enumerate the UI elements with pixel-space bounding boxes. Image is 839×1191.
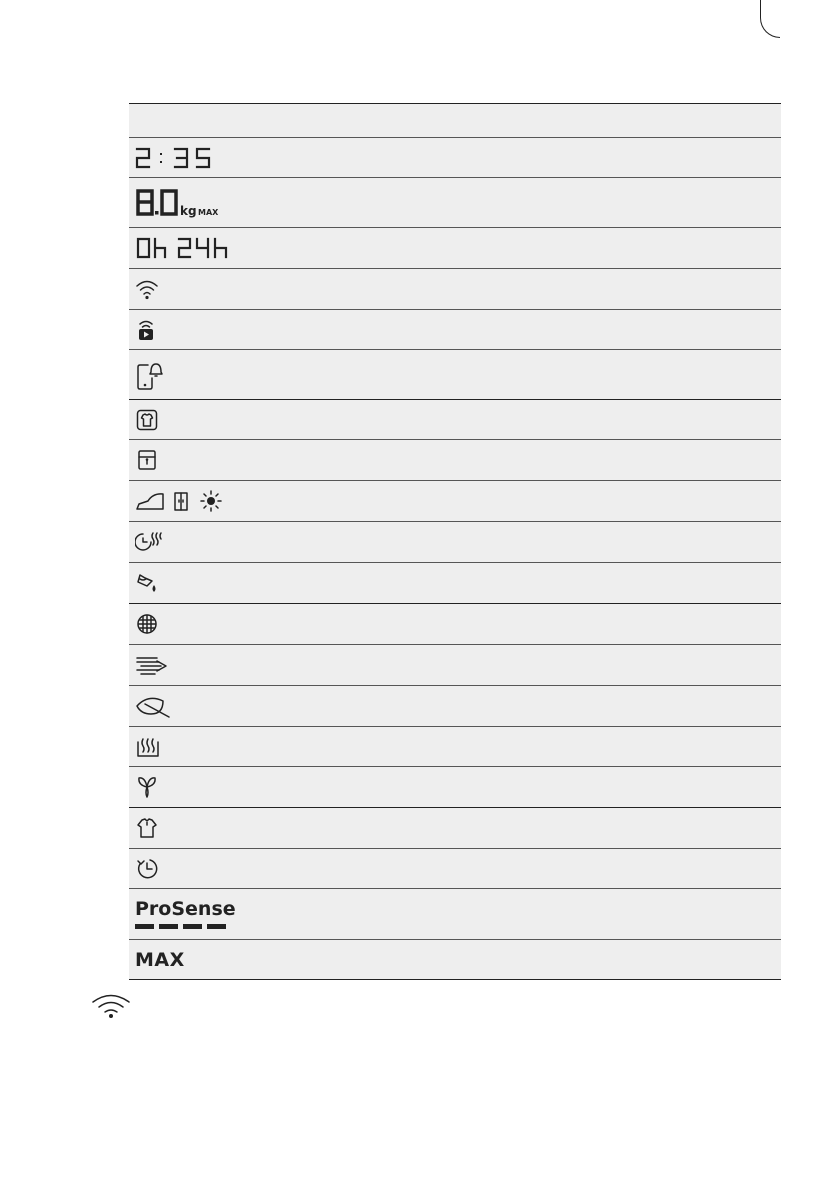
table-row-laundry-in-drum xyxy=(129,400,781,440)
table-row-remote-start xyxy=(129,310,781,350)
dryness-level-icons xyxy=(135,488,235,514)
shirt-icon xyxy=(135,816,159,840)
load-display-icon xyxy=(135,188,235,218)
remote-start-icon xyxy=(135,318,159,342)
extra-dry-sun-icon xyxy=(201,491,221,511)
door-lock-icon xyxy=(135,448,159,472)
prosense-bar xyxy=(183,924,202,929)
wifi-icon xyxy=(91,993,131,1019)
table-row-dryness-levels xyxy=(129,481,781,522)
table-row-eco xyxy=(129,686,781,727)
table-row-shirt xyxy=(129,808,781,849)
table-row-timed-dry xyxy=(129,522,781,563)
table-row-max xyxy=(129,940,781,980)
eco-leaf-icon xyxy=(135,693,173,719)
cupboard-dry-icon xyxy=(175,493,187,510)
table-row-wifi xyxy=(129,269,781,310)
time-display-icon xyxy=(135,147,225,169)
fan-icon xyxy=(135,774,159,800)
prosense-icon xyxy=(135,899,236,929)
svg-text:MAX: MAX xyxy=(198,207,219,217)
table-row-drum xyxy=(129,604,781,645)
anti-crease-icon xyxy=(135,734,161,760)
drum-icon xyxy=(135,612,159,636)
table-row-delay-display xyxy=(129,228,781,269)
table-row-anti-crease xyxy=(129,727,781,767)
wifi-icon xyxy=(135,278,159,300)
max-load-icon: MAX xyxy=(135,948,185,971)
water-container-icon xyxy=(135,571,161,595)
table-row-time-display xyxy=(129,138,781,178)
iron-dry-icon xyxy=(137,494,163,509)
laundry-in-drum-icon xyxy=(135,408,159,432)
table-row-smartphone-notification xyxy=(129,350,781,400)
delay-start-icon xyxy=(135,856,161,882)
prosense-bars xyxy=(135,924,236,929)
table-row-load-display xyxy=(129,178,781,228)
time-manager-icon xyxy=(135,653,169,677)
timed-dry-icon xyxy=(135,530,163,554)
table-row-door-lock xyxy=(129,440,781,481)
display-symbols-table xyxy=(129,103,781,980)
prosense-bar xyxy=(159,924,178,929)
prosense-label: ProSense xyxy=(135,898,236,920)
table-row-delay-start xyxy=(129,849,781,889)
smartphone-notification-icon xyxy=(135,359,165,391)
table-row-water-container xyxy=(129,563,781,604)
prosense-bar xyxy=(207,924,226,929)
prosense-bar xyxy=(135,924,154,929)
page-corner-mark xyxy=(760,0,780,38)
table-row-prosense xyxy=(129,889,781,940)
delay-display-icon xyxy=(135,237,250,259)
table-row-time-manager xyxy=(129,645,781,686)
svg-text:kg: kg xyxy=(180,203,197,218)
table-row-fan xyxy=(129,767,781,808)
table-header-row xyxy=(129,104,781,138)
